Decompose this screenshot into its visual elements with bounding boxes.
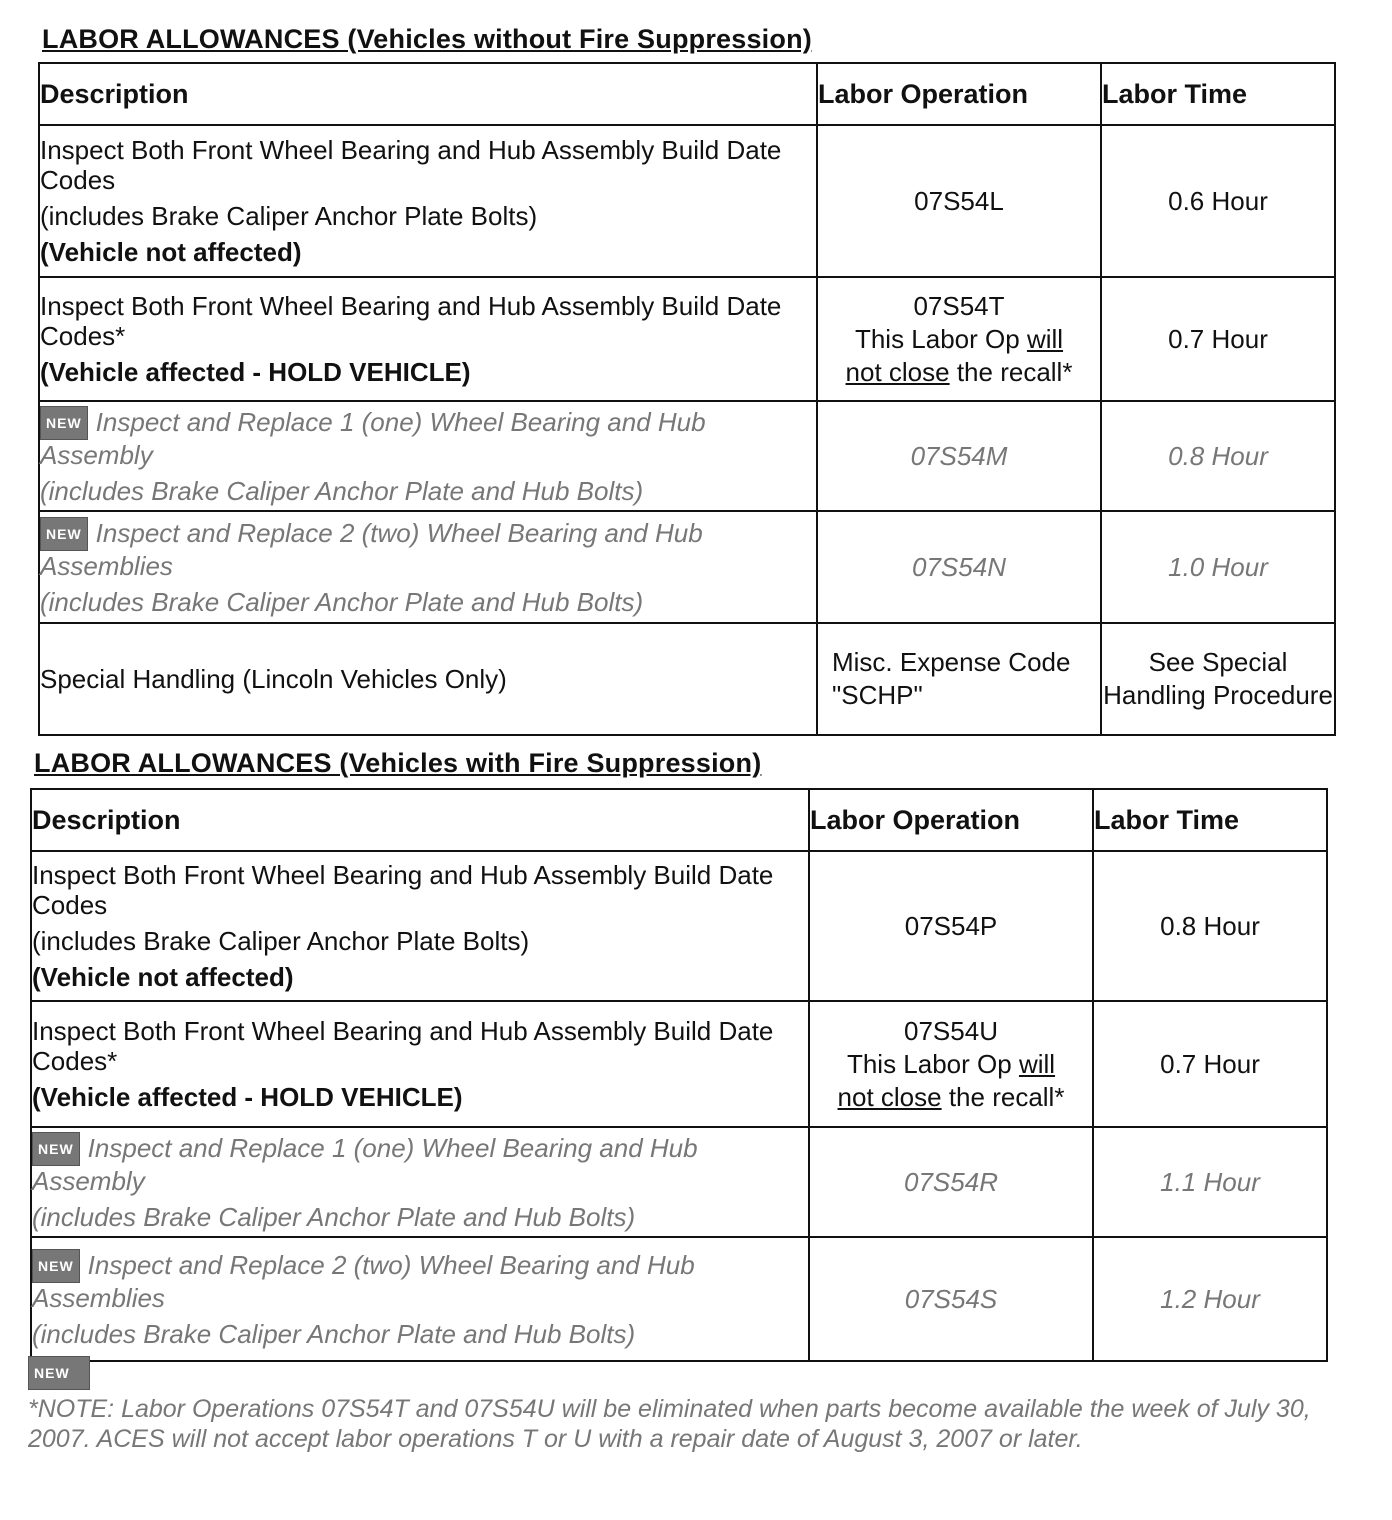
row-labor-operation: Misc. Expense Code "SCHP" xyxy=(817,623,1101,735)
op-code: 07S54U xyxy=(904,1015,998,1046)
desc-status: (Vehicle not affected) xyxy=(32,962,294,992)
desc-line: (includes Brake Caliper Anchor Plate and Hub Bolts) xyxy=(40,476,644,506)
table2-title: LABOR ALLOWANCES (Vehicles with Fire Suppression) xyxy=(34,748,762,778)
row-labor-time: 0.8 Hour xyxy=(1093,851,1327,1001)
col-header-labor-operation: Labor Operation xyxy=(809,789,1093,851)
op-note: This Labor Op will not close the recall* xyxy=(845,323,1073,387)
row-description xyxy=(39,401,817,511)
new-badge-icon: NEW xyxy=(32,1132,80,1166)
row-description xyxy=(31,851,809,1001)
col-header-description: Description xyxy=(39,63,817,125)
desc-line: Inspect Both Front Wheel Bearing and Hub Assembly Build Date Codes xyxy=(32,860,774,920)
op-code: 07S54T xyxy=(913,290,1005,321)
desc-line: Inspect and Replace 1 (one) Wheel Bearing and Hub Assembly xyxy=(32,1133,698,1196)
row-labor-time: 1.2 Hour xyxy=(1093,1237,1327,1361)
row-labor-time: 0.8 Hour xyxy=(1101,401,1335,511)
col-header-labor-operation: Labor Operation xyxy=(817,63,1101,125)
desc-status: (Vehicle not affected) xyxy=(40,237,302,267)
table-row xyxy=(39,623,1335,735)
labor-table-with-fire-suppression xyxy=(30,788,1328,1362)
row-labor-time: See Special Handling Procedure xyxy=(1101,623,1335,735)
footnote xyxy=(28,1356,1328,1454)
col-header-labor-time: Labor Time xyxy=(1093,789,1327,851)
row-labor-time: 0.7 Hour xyxy=(1093,1001,1327,1127)
table-header-row xyxy=(39,63,1335,125)
desc-line: (includes Brake Caliper Anchor Plate and Hub Bolts) xyxy=(32,1319,636,1349)
new-badge-icon: NEW xyxy=(40,406,88,440)
desc-line: Inspect and Replace 2 (two) Wheel Bearing and Hub Assemblies xyxy=(32,1250,695,1313)
desc-line: Inspect Both Front Wheel Bearing and Hub Assembly Build Date Codes* xyxy=(32,1016,774,1076)
row-description xyxy=(31,1127,809,1237)
new-badge-icon: NEW xyxy=(32,1249,80,1283)
desc-line: Inspect and Replace 2 (two) Wheel Bearing and Hub Assemblies xyxy=(40,518,703,581)
table-header-row xyxy=(31,789,1327,851)
row-labor-operation: 07S54M xyxy=(817,401,1101,511)
new-badge-icon: NEW xyxy=(40,517,88,551)
row-labor-time: 1.0 Hour xyxy=(1101,511,1335,623)
row-labor-operation: 07S54R xyxy=(809,1127,1093,1237)
table-row xyxy=(39,401,1335,511)
row-description xyxy=(39,511,817,623)
row-labor-operation: 07S54L xyxy=(817,125,1101,277)
desc-line: (includes Brake Caliper Anchor Plate and Hub Bolts) xyxy=(40,587,644,617)
row-description: Special Handling (Lincoln Vehicles Only) xyxy=(39,623,817,735)
table-row xyxy=(31,1001,1327,1127)
row-labor-operation: 07S54N xyxy=(817,511,1101,623)
row-labor-operation: 07S54P xyxy=(809,851,1093,1001)
desc-line: Inspect Both Front Wheel Bearing and Hub Assembly Build Date Codes* xyxy=(40,291,782,351)
desc-line: (includes Brake Caliper Anchor Plate Bolts) xyxy=(32,926,530,956)
op-note: This Labor Op will not close the recall* xyxy=(837,1048,1065,1112)
row-description xyxy=(39,277,817,401)
desc-status: (Vehicle affected - HOLD VEHICLE) xyxy=(40,357,471,387)
row-labor-time: 1.1 Hour xyxy=(1093,1127,1327,1237)
col-header-description: Description xyxy=(31,789,809,851)
footnote-text: *NOTE: Labor Operations 07S54T and 07S54U will be eliminated when parts become available the week of July 30, 2007. ACES will not accept labor operations T or U with a repair date of August 3, 2007 or later. xyxy=(28,1395,1311,1453)
table-row xyxy=(39,511,1335,623)
labor-table-without-fire-suppression xyxy=(38,62,1336,736)
row-labor-operation xyxy=(809,1001,1093,1127)
desc-line: (includes Brake Caliper Anchor Plate and Hub Bolts) xyxy=(32,1202,636,1232)
desc-line: Inspect and Replace 1 (one) Wheel Bearing and Hub Assembly xyxy=(40,407,706,470)
new-badge-icon: NEW xyxy=(28,1356,90,1390)
row-description xyxy=(31,1001,809,1127)
table-row xyxy=(39,125,1335,277)
row-labor-time: 0.7 Hour xyxy=(1101,277,1335,401)
desc-status: (Vehicle affected - HOLD VEHICLE) xyxy=(32,1082,463,1112)
table1-title: LABOR ALLOWANCES (Vehicles without Fire Suppression) xyxy=(42,24,812,54)
table-row xyxy=(39,277,1335,401)
desc-line: (includes Brake Caliper Anchor Plate Bolts) xyxy=(40,201,538,231)
col-header-labor-time: Labor Time xyxy=(1101,63,1335,125)
desc-line: Inspect Both Front Wheel Bearing and Hub Assembly Build Date Codes xyxy=(40,135,782,195)
table-row xyxy=(31,1127,1327,1237)
table-row xyxy=(31,1237,1327,1361)
row-description xyxy=(31,1237,809,1361)
table-row xyxy=(31,851,1327,1001)
row-labor-time: 0.6 Hour xyxy=(1101,125,1335,277)
row-description xyxy=(39,125,817,277)
row-labor-operation: 07S54S xyxy=(809,1237,1093,1361)
row-labor-operation xyxy=(817,277,1101,401)
